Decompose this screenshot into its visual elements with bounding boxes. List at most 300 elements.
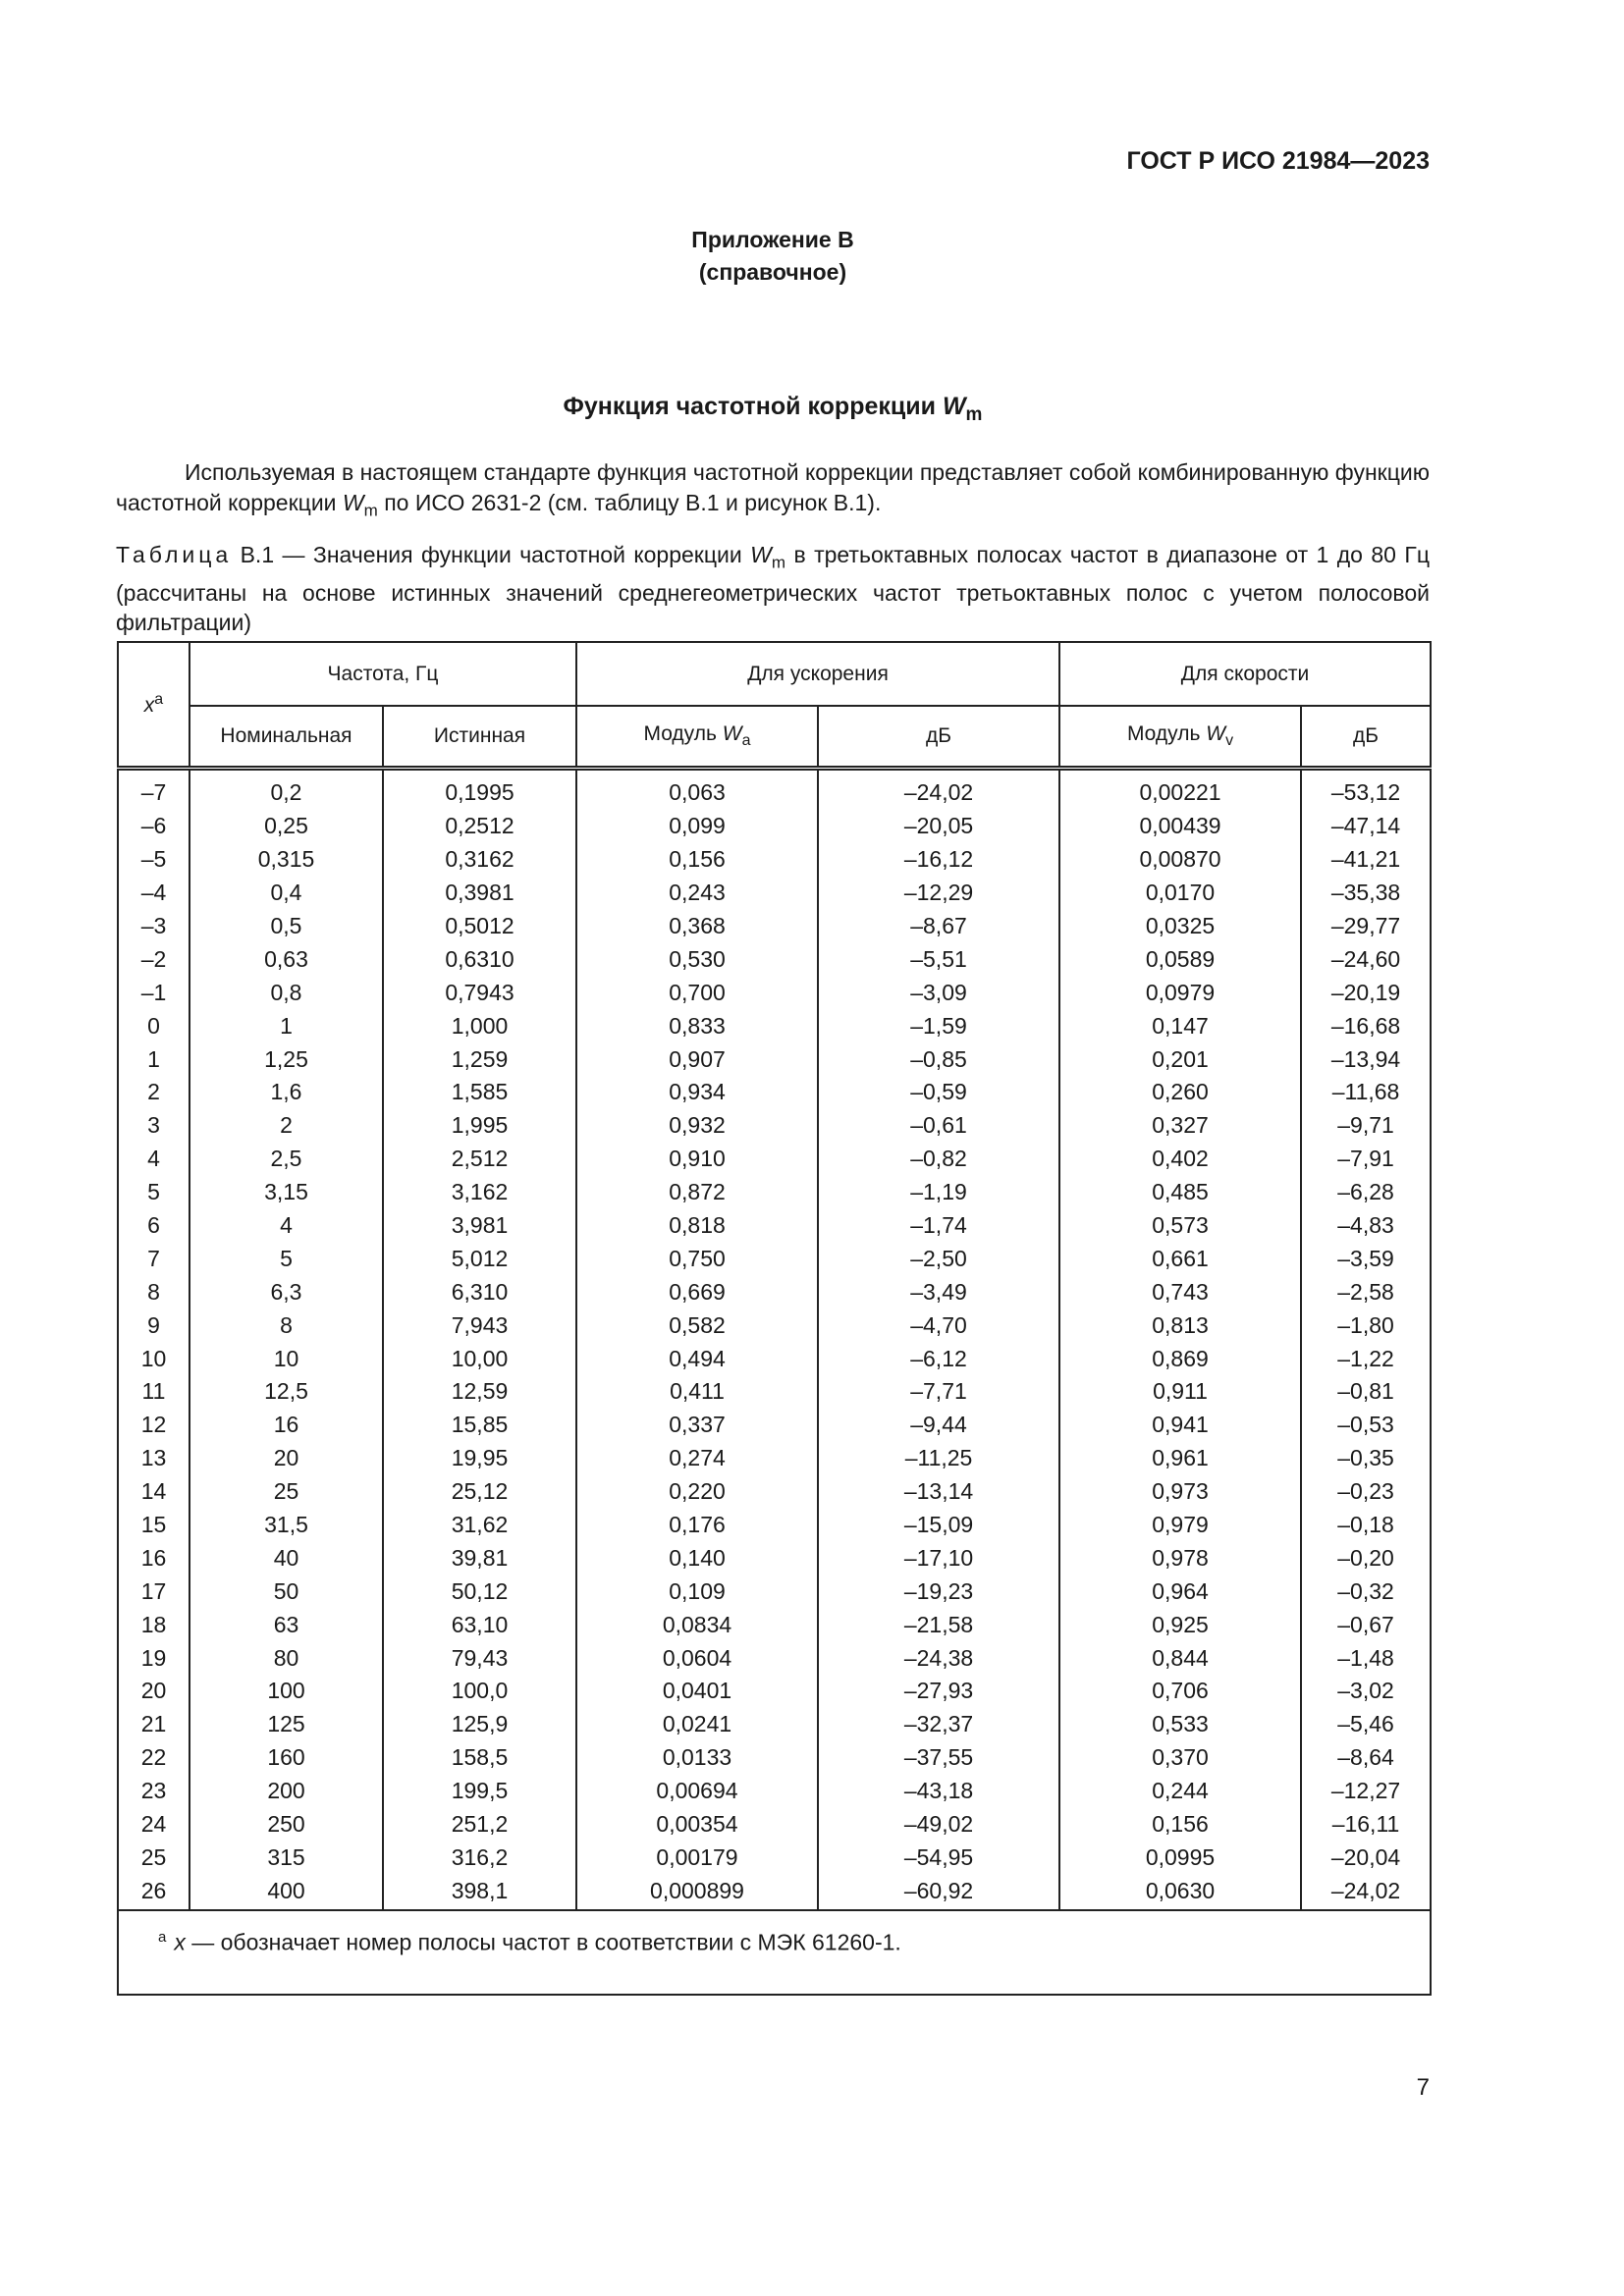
cell-modulus-v: 0,869 [1059,1342,1301,1375]
table-row [118,810,1431,843]
header-modulus-v [1059,706,1301,769]
cell-modulus-a: 0,750 [576,1242,818,1275]
cell-modulus-a: 0,700 [576,976,818,1009]
cell-modulus-v: 0,370 [1059,1741,1301,1775]
cell-nominal: 50 [189,1575,383,1608]
cell-modulus-v: 0,973 [1059,1475,1301,1509]
cell-db-v: –24,02 [1301,1874,1431,1910]
cell-modulus-a: 0,099 [576,810,818,843]
table-row [118,1874,1431,1910]
table-row [118,1342,1431,1375]
cell-modulus-a: 0,411 [576,1375,818,1409]
header-modulus-v-sub: v [1225,732,1234,750]
table-row [118,1475,1431,1509]
caption-text-1: В.1 — Значения функции частотной коррекции [232,542,751,567]
cell-db-v: –47,14 [1301,810,1431,843]
intro-paragraph [116,457,1430,526]
cell-nominal: 5 [189,1242,383,1275]
appendix-title: Приложение В [691,227,854,252]
cell-db-a: –8,67 [818,910,1059,943]
cell-nominal: 125 [189,1708,383,1741]
intro-subscript: m [363,501,378,520]
cell-x: 23 [118,1775,189,1808]
cell-true: 63,10 [383,1608,576,1641]
cell-modulus-v: 0,260 [1059,1076,1301,1109]
header-modulus-v-label: Модуль [1126,721,1207,745]
cell-nominal: 0,5 [189,910,383,943]
cell-true: 1,000 [383,1009,576,1042]
cell-modulus-a: 0,0241 [576,1708,818,1741]
section-heading [0,393,1545,426]
table-header-row-1 [118,642,1431,706]
cell-modulus-v: 0,201 [1059,1042,1301,1076]
cell-true: 316,2 [383,1842,576,1875]
appendix-header [0,224,1545,289]
cell-modulus-v: 0,573 [1059,1209,1301,1243]
cell-x: 14 [118,1475,189,1509]
cell-x: 10 [118,1342,189,1375]
cell-nominal: 40 [189,1541,383,1575]
cell-modulus-v: 0,964 [1059,1575,1301,1608]
cell-db-v: –8,64 [1301,1741,1431,1775]
cell-true: 15,85 [383,1409,576,1442]
cell-true: 100,0 [383,1675,576,1708]
cell-db-v: –2,58 [1301,1275,1431,1308]
cell-true: 6,310 [383,1275,576,1308]
cell-db-v: –16,11 [1301,1808,1431,1842]
header-frequency: Частота, Гц [189,642,576,706]
cell-true: 12,59 [383,1375,576,1409]
cell-true: 0,3981 [383,877,576,910]
cell-x: 20 [118,1675,189,1708]
cell-modulus-v: 0,706 [1059,1675,1301,1708]
cell-modulus-v: 0,0630 [1059,1874,1301,1910]
cell-nominal: 10 [189,1342,383,1375]
cell-true: 0,2512 [383,810,576,843]
cell-db-a: –49,02 [818,1808,1059,1842]
cell-modulus-a: 0,109 [576,1575,818,1608]
footnote-mark: a [158,1929,167,1947]
cell-modulus-v: 0,0589 [1059,942,1301,976]
cell-db-a: –5,51 [818,942,1059,976]
cell-true: 25,12 [383,1475,576,1509]
cell-db-a: –9,44 [818,1409,1059,1442]
cell-db-v: –35,38 [1301,877,1431,910]
cell-db-a: –0,85 [818,1042,1059,1076]
cell-db-a: –1,19 [818,1176,1059,1209]
cell-modulus-v: 0,156 [1059,1808,1301,1842]
cell-x: 11 [118,1375,189,1409]
cell-db-a: –27,93 [818,1675,1059,1708]
cell-db-v: –53,12 [1301,769,1431,810]
header-x-sup: a [154,691,164,708]
cell-db-v: –0,67 [1301,1608,1431,1641]
cell-modulus-v: 0,844 [1059,1641,1301,1675]
cell-db-v: –0,35 [1301,1442,1431,1475]
cell-nominal: 16 [189,1409,383,1442]
cell-nominal: 1 [189,1009,383,1042]
cell-true: 125,9 [383,1708,576,1741]
table-row [118,843,1431,877]
cell-modulus-a: 0,368 [576,910,818,943]
cell-modulus-a: 0,243 [576,877,818,910]
cell-db-a: –11,25 [818,1442,1059,1475]
cell-nominal: 0,25 [189,810,383,843]
intro-symbol: W [342,490,364,515]
cell-modulus-v: 0,533 [1059,1708,1301,1741]
cell-true: 3,981 [383,1209,576,1243]
table-row [118,1375,1431,1409]
cell-db-a: –1,59 [818,1009,1059,1042]
cell-modulus-a: 0,932 [576,1109,818,1143]
cell-x: 0 [118,1009,189,1042]
cell-true: 398,1 [383,1874,576,1910]
cell-db-a: –3,09 [818,976,1059,1009]
cell-modulus-a: 0,00179 [576,1842,818,1875]
cell-db-a: –3,49 [818,1275,1059,1308]
table-row [118,1442,1431,1475]
cell-modulus-a: 0,00694 [576,1775,818,1808]
table-row [118,1741,1431,1775]
table-row [118,1176,1431,1209]
cell-db-a: –16,12 [818,843,1059,877]
cell-x: 5 [118,1176,189,1209]
cell-modulus-a: 0,669 [576,1275,818,1308]
cell-nominal: 160 [189,1741,383,1775]
cell-true: 0,1995 [383,769,576,810]
cell-nominal: 0,4 [189,877,383,910]
heading-text: Функция частотной коррекции [563,393,943,420]
cell-modulus-v: 0,979 [1059,1509,1301,1542]
cell-modulus-v: 0,941 [1059,1409,1301,1442]
cell-modulus-v: 0,485 [1059,1176,1301,1209]
cell-x: 3 [118,1109,189,1143]
cell-true: 2,512 [383,1143,576,1176]
caption-symbol: W [750,542,772,567]
cell-nominal: 0,2 [189,769,383,810]
header-modulus-a [576,706,818,769]
cell-modulus-a: 0,818 [576,1209,818,1243]
cell-modulus-v: 0,978 [1059,1541,1301,1575]
cell-db-v: –0,81 [1301,1375,1431,1409]
cell-x: 8 [118,1275,189,1308]
cell-true: 19,95 [383,1442,576,1475]
cell-modulus-a: 0,833 [576,1009,818,1042]
cell-true: 3,162 [383,1176,576,1209]
cell-modulus-a: 0,0401 [576,1675,818,1708]
cell-db-a: –54,95 [818,1842,1059,1875]
cell-modulus-v: 0,0995 [1059,1842,1301,1875]
cell-modulus-a: 0,0604 [576,1641,818,1675]
cell-modulus-v: 0,402 [1059,1143,1301,1176]
cell-nominal: 2,5 [189,1143,383,1176]
cell-modulus-v: 0,00221 [1059,769,1301,810]
cell-x: 7 [118,1242,189,1275]
cell-modulus-a: 0,907 [576,1042,818,1076]
table-row [118,976,1431,1009]
cell-modulus-a: 0,274 [576,1442,818,1475]
cell-true: 199,5 [383,1775,576,1808]
cell-db-a: –24,02 [818,769,1059,810]
cell-modulus-a: 0,140 [576,1541,818,1575]
cell-modulus-v: 0,00439 [1059,810,1301,843]
cell-x: 2 [118,1076,189,1109]
cell-db-v: –1,80 [1301,1308,1431,1342]
table-row [118,769,1431,810]
cell-db-v: –0,20 [1301,1541,1431,1575]
cell-nominal: 8 [189,1308,383,1342]
cell-true: 1,585 [383,1076,576,1109]
cell-modulus-a: 0,872 [576,1176,818,1209]
cell-true: 0,7943 [383,976,576,1009]
intro-text-1: Используемая в настоящем стандарте функция частотной коррекции представляет собой комбинированную функцию частотной коррекции [116,459,1430,515]
cell-db-v: –12,27 [1301,1775,1431,1808]
cell-modulus-v: 0,911 [1059,1375,1301,1409]
header-db-v: дБ [1301,706,1431,769]
cell-db-a: –17,10 [818,1541,1059,1575]
cell-modulus-v: 0,00870 [1059,843,1301,877]
cell-modulus-a: 0,063 [576,769,818,810]
cell-db-a: –32,37 [818,1708,1059,1741]
table-row [118,1641,1431,1675]
cell-x: 19 [118,1641,189,1675]
cell-db-a: –6,12 [818,1342,1059,1375]
cell-x: –5 [118,843,189,877]
cell-modulus-a: 0,530 [576,942,818,976]
table-row [118,1608,1431,1641]
table-row [118,1808,1431,1842]
cell-true: 39,81 [383,1541,576,1575]
table-row [118,910,1431,943]
cell-x: 18 [118,1608,189,1641]
cell-db-v: –7,91 [1301,1143,1431,1176]
appendix-type: (справочное) [698,259,847,285]
cell-modulus-v: 0,925 [1059,1608,1301,1641]
cell-nominal: 0,315 [189,843,383,877]
cell-db-a: –7,71 [818,1375,1059,1409]
cell-modulus-a: 0,000899 [576,1874,818,1910]
cell-x: 4 [118,1143,189,1176]
caption-text-2: в третьоктавных полосах частот в диапазоне от 1 до 80 Гц (рассчитаны на основе истинных значений среднегеометрических частот третьоктавных полос с учетом полосовой фильтрации) [116,542,1430,635]
table-row [118,1042,1431,1076]
cell-db-v: –6,28 [1301,1176,1431,1209]
cell-true: 1,995 [383,1109,576,1143]
footnote-text: — обозначает номер полосы частот в соответствии с МЭК 61260-1. [185,1929,901,1955]
table-row [118,1209,1431,1243]
cell-modulus-v: 0,0325 [1059,910,1301,943]
table-row [118,1242,1431,1275]
cell-db-a: –0,61 [818,1109,1059,1143]
cell-x: 17 [118,1575,189,1608]
header-acceleration: Для ускорения [576,642,1059,706]
cell-db-a: –1,74 [818,1209,1059,1243]
cell-db-v: –41,21 [1301,843,1431,877]
caption-label: Таблица [116,542,233,567]
table-row [118,1775,1431,1808]
cell-modulus-a: 0,176 [576,1509,818,1542]
cell-nominal: 3,15 [189,1176,383,1209]
cell-modulus-a: 0,494 [576,1342,818,1375]
table-header-row-2 [118,706,1431,769]
cell-db-v: –0,23 [1301,1475,1431,1509]
cell-modulus-a: 0,582 [576,1308,818,1342]
cell-modulus-a: 0,934 [576,1076,818,1109]
cell-db-v: –3,02 [1301,1675,1431,1708]
cell-true: 5,012 [383,1242,576,1275]
cell-x: –4 [118,877,189,910]
cell-db-a: –37,55 [818,1741,1059,1775]
cell-x: –2 [118,942,189,976]
table-row [118,1409,1431,1442]
cell-db-a: –43,18 [818,1775,1059,1808]
cell-modulus-v: 0,147 [1059,1009,1301,1042]
cell-x: 9 [118,1308,189,1342]
cell-x: 25 [118,1842,189,1875]
cell-db-a: –0,82 [818,1143,1059,1176]
cell-true: 251,2 [383,1808,576,1842]
table-row [118,877,1431,910]
weighting-table [117,641,1432,1996]
table-body [118,769,1431,1911]
cell-modulus-a: 0,0133 [576,1741,818,1775]
header-modulus-a-label: Модуль [643,721,723,745]
cell-db-v: –1,22 [1301,1342,1431,1375]
cell-x: 16 [118,1541,189,1575]
cell-nominal: 0,63 [189,942,383,976]
cell-x: 15 [118,1509,189,1542]
cell-db-a: –12,29 [818,877,1059,910]
table-row [118,1509,1431,1542]
cell-true: 10,00 [383,1342,576,1375]
cell-x: –6 [118,810,189,843]
cell-db-v: –9,71 [1301,1109,1431,1143]
cell-true: 0,6310 [383,942,576,976]
cell-nominal: 6,3 [189,1275,383,1308]
cell-modulus-a: 0,156 [576,843,818,877]
cell-true: 50,12 [383,1575,576,1608]
header-modulus-a-sub: a [741,732,751,750]
cell-true: 0,5012 [383,910,576,943]
table-row [118,1842,1431,1875]
cell-db-a: –24,38 [818,1641,1059,1675]
cell-true: 7,943 [383,1308,576,1342]
cell-nominal: 25 [189,1475,383,1509]
document-id: ГОСТ Р ИСО 21984—2023 [1126,147,1430,175]
cell-db-v: –0,18 [1301,1509,1431,1542]
table-row [118,1109,1431,1143]
cell-modulus-v: 0,0170 [1059,877,1301,910]
cell-nominal: 200 [189,1775,383,1808]
cell-nominal: 80 [189,1641,383,1675]
cell-x: 13 [118,1442,189,1475]
header-modulus-a-symbol: W [722,721,742,745]
header-nominal: Номинальная [189,706,383,769]
cell-true: 1,259 [383,1042,576,1076]
cell-db-v: –24,60 [1301,942,1431,976]
cell-nominal: 315 [189,1842,383,1875]
cell-modulus-a: 0,0834 [576,1608,818,1641]
table-caption [116,540,1430,637]
cell-nominal: 4 [189,1209,383,1243]
cell-nominal: 250 [189,1808,383,1842]
header-modulus-v-symbol: W [1206,721,1226,745]
cell-nominal: 31,5 [189,1509,383,1542]
cell-db-v: –1,48 [1301,1641,1431,1675]
cell-db-a: –13,14 [818,1475,1059,1509]
cell-db-a: –21,58 [818,1608,1059,1641]
cell-nominal: 20 [189,1442,383,1475]
cell-x: –1 [118,976,189,1009]
cell-db-a: –2,50 [818,1242,1059,1275]
cell-x: 6 [118,1209,189,1243]
table-row [118,1076,1431,1109]
cell-nominal: 1,6 [189,1076,383,1109]
cell-db-v: –16,68 [1301,1009,1431,1042]
table-row [118,1275,1431,1308]
table-row [118,1575,1431,1608]
cell-true: 79,43 [383,1641,576,1675]
cell-db-v: –13,94 [1301,1042,1431,1076]
heading-symbol: W [942,393,966,420]
cell-nominal: 0,8 [189,976,383,1009]
cell-modulus-a: 0,337 [576,1409,818,1442]
table-row [118,1708,1431,1741]
header-velocity: Для скорости [1059,642,1431,706]
page-number: 7 [1416,2074,1430,2101]
footnote-symbol: x [174,1929,186,1955]
cell-db-a: –20,05 [818,810,1059,843]
cell-nominal: 63 [189,1608,383,1641]
cell-x: –7 [118,769,189,810]
table-row [118,1308,1431,1342]
cell-true: 0,3162 [383,843,576,877]
cell-x: –3 [118,910,189,943]
cell-db-v: –4,83 [1301,1209,1431,1243]
cell-true: 158,5 [383,1741,576,1775]
cell-nominal: 100 [189,1675,383,1708]
cell-nominal: 12,5 [189,1375,383,1409]
header-x [118,642,189,769]
cell-x: 24 [118,1808,189,1842]
cell-modulus-v: 0,244 [1059,1775,1301,1808]
cell-modulus-a: 0,00354 [576,1808,818,1842]
header-db-a: дБ [818,706,1059,769]
cell-db-a: –60,92 [818,1874,1059,1910]
cell-db-v: –11,68 [1301,1076,1431,1109]
table-row [118,1675,1431,1708]
heading-subscript: m [965,404,983,425]
cell-x: 26 [118,1874,189,1910]
cell-x: 21 [118,1708,189,1741]
header-x-symbol: x [143,694,155,717]
table-row [118,1009,1431,1042]
cell-db-a: –0,59 [818,1076,1059,1109]
caption-subscript: m [771,553,786,572]
cell-db-a: –15,09 [818,1509,1059,1542]
cell-db-v: –0,32 [1301,1575,1431,1608]
cell-db-a: –4,70 [818,1308,1059,1342]
cell-db-v: –20,19 [1301,976,1431,1009]
table-row [118,1541,1431,1575]
cell-true: 31,62 [383,1509,576,1542]
table-footnote-row [118,1910,1431,1995]
cell-x: 1 [118,1042,189,1076]
cell-nominal: 2 [189,1109,383,1143]
header-true: Истинная [383,706,576,769]
cell-modulus-v: 0,661 [1059,1242,1301,1275]
cell-modulus-v: 0,327 [1059,1109,1301,1143]
table-row [118,942,1431,976]
